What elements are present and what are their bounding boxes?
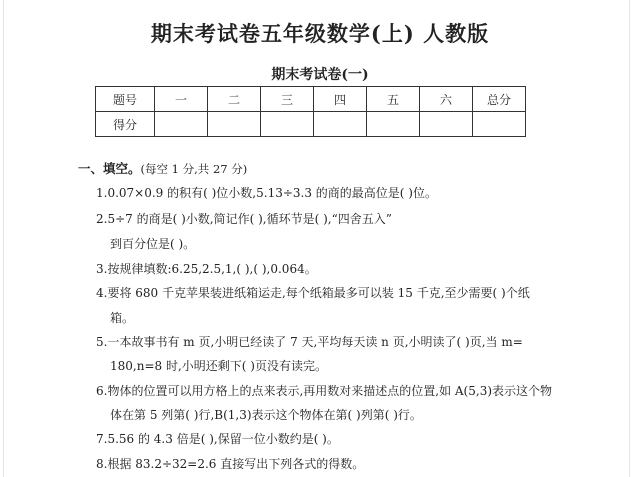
question-8: 8.根据 83.2÷32=2.6 直接写出下列各式的得数。 [96, 457, 365, 471]
question-6: 6.物体的位置可以用方格上的点来表示,再用数对来描述点的位置,如 A(5,3)表示这个物 [96, 384, 553, 398]
sub-title: 期末考试卷(一) [271, 67, 369, 83]
question-4: 4.要将 680 千克苹果装进纸箱运走,每个纸箱最多可以装 15 千克,至少需要( )个纸 [96, 286, 530, 300]
section-note: (每空 1 分,共 27 分) [140, 162, 248, 176]
row-score-label: 得分 [96, 112, 155, 137]
section-title: 一、填空。 [78, 161, 141, 176]
question-1: 1.0.07×0.9 的积有( )位小数,5.13÷3.3 的商的最高位是( )位。 [96, 186, 437, 200]
score-cell [420, 112, 473, 137]
score-row-values [96, 112, 526, 137]
question-3: 3.按规律填数:6.25,2.5,1,( ),( ),0.064。 [96, 262, 317, 276]
score-cell [261, 112, 314, 137]
score-cell [155, 112, 208, 137]
question-5-cont: 180,n=8 时,小明还剩下( )页没有读完。 [110, 359, 327, 373]
section-heading [78, 159, 247, 177]
question-7: 7.5.56 的 4.3 倍是( ),保留一位小数约是( )。 [96, 432, 339, 446]
score-table [95, 86, 526, 137]
question-5: 5.一本故事书有 m 页,小明已经读了 7 天,平均每天读 n 页,小明读了( )页,当 m= [96, 335, 523, 349]
col-5: 五 [367, 87, 420, 112]
question-6-cont: 体在第 5 列第( )行,B(1,3)表示这个物体在第( )列第( )行。 [110, 408, 422, 422]
row-header-label: 题号 [96, 87, 155, 112]
question-2: 2.5÷7 的商是( )小数,简记作( ),循环节是( ),“四舍五入” [96, 212, 392, 226]
col-2: 二 [208, 87, 261, 112]
score-cell [367, 112, 420, 137]
col-6: 六 [420, 87, 473, 112]
col-total: 总分 [473, 87, 526, 112]
score-cell [314, 112, 367, 137]
question-4-cont: 箱。 [110, 311, 135, 325]
score-row-header [96, 87, 526, 112]
col-3: 三 [261, 87, 314, 112]
main-title: 期末考试卷五年级数学(上) 人教版 [150, 21, 490, 46]
col-4: 四 [314, 87, 367, 112]
col-1: 一 [155, 87, 208, 112]
score-cell [208, 112, 261, 137]
question-2-cont: 到百分位是( )。 [110, 237, 196, 251]
score-cell [473, 112, 526, 137]
